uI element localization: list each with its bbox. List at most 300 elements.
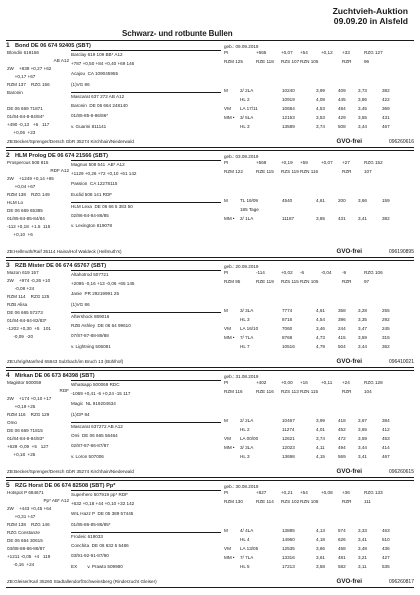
bv-value: +0,07 (281, 50, 293, 55)
lact-count: LA 17/11 (240, 106, 258, 111)
sire-line: +632 +0,18 +44 +0,10 +32 142 (71, 500, 135, 506)
dam-line: -0,09 -20 (7, 334, 34, 339)
dam-line: 01/84-84-8-84/83* (7, 436, 45, 441)
bv-value: +0,11 (321, 380, 333, 385)
birth-date: geb.: 09.09.2019 (224, 43, 259, 49)
dam-pedigree (6, 270, 69, 358)
bv-label: RZM 125 (224, 59, 243, 64)
lact-count: 2/ 1LA (240, 216, 254, 221)
sire-line: Euclid 508 141 RDF (71, 191, 113, 197)
lact-value: 245 (382, 326, 390, 331)
bv-value: -6 (300, 270, 305, 275)
lact-value: 4,79 (316, 344, 325, 349)
lact-value: 436 (382, 546, 390, 551)
bv-value: +402 (256, 380, 267, 385)
sire-line: 02/86-84-84-86/85 (71, 212, 109, 218)
dam-line: RZM 114 RZG 125 (7, 294, 50, 299)
dam-line: RZM 138 RZG 149 (7, 192, 50, 197)
lact-value: 431 (338, 216, 346, 221)
lact-value: 453 (382, 436, 390, 441)
dam-line: Magistor 500059 (7, 380, 42, 385)
lact-count: HL 2 (240, 427, 250, 432)
gvo-free-label: GVO-frei (336, 247, 362, 255)
dam-line: DE 06 669 65385 (7, 208, 43, 213)
lact-count: 3/ 3LA (240, 308, 254, 313)
lact-value: 8768 (282, 335, 293, 340)
lact-value: 3,85 (316, 216, 325, 221)
bv-value: RZS 107 (281, 59, 300, 64)
lact-value: 3,33 (358, 528, 367, 533)
bv-value: +0,08 (321, 490, 333, 495)
bv-value: RZE 114 (256, 499, 274, 504)
owner-line (6, 248, 414, 258)
lact-value: 3,44 (358, 344, 367, 349)
performance-block (224, 490, 414, 578)
lact-count: HL 3 (240, 454, 250, 459)
bv-value: RZG 106 (364, 270, 383, 275)
breeder-name: ZB:Uhrig/Manfred 65843 Sulzbach/im Bruch 13 (Bühlhof) (7, 359, 124, 364)
lact-count: HL 3 (240, 317, 250, 322)
lact-value: 369 (382, 106, 390, 111)
lact-value: 159 (382, 198, 390, 203)
lact-value: 504 (338, 344, 346, 349)
lact-value: 535 (382, 564, 390, 569)
sire-line: EX v. Prawto 509980 (71, 563, 123, 569)
lact-value: 3,66 (358, 198, 367, 203)
registration-number: 096260616 (388, 138, 414, 145)
dam-line: 03/88-88-86-88/87 (7, 546, 45, 551)
bv-label: RZM 122 (224, 169, 243, 174)
bv-value: RZR (342, 389, 352, 394)
lact-value: 3,41 (358, 216, 367, 221)
sire-pedigree (71, 380, 221, 468)
lact-value: 4,73 (316, 335, 325, 340)
lact-value: 7774 (282, 308, 293, 313)
sire-line: RZB Ashley DE 06 64 99610 (71, 322, 131, 328)
dam-line: DE 06 669 71815 (7, 428, 43, 433)
bv-value: RZR (342, 499, 352, 504)
sire-line: +2095 -0,16 +13 -0,06 +65 145 (71, 280, 135, 286)
dam-line: Blondin 619156 (7, 50, 39, 55)
lact-value: 4540 (282, 198, 293, 203)
bull-name: RZG Horst DE 06 674 82508 (SBT) Pp* (15, 482, 116, 489)
lact-value: 11274 (282, 427, 295, 432)
birth-date: geb.: 20.09.2019 (224, 263, 259, 269)
breeder-name: ZB:Becker/Sprenger/Dersch GbR 35274 Kirchhain/Niederwald (7, 469, 134, 474)
lact-label: M (224, 308, 228, 313)
performance-block (224, 50, 414, 138)
performance-block (224, 160, 414, 248)
lact-value: 574 (338, 528, 346, 533)
bv-value: 97 (364, 279, 370, 284)
owner-line (6, 358, 414, 368)
lact-value: 362 (382, 344, 390, 349)
catalog-header (0, 4, 420, 38)
sire-line: v. Lightning 506081 (71, 343, 111, 349)
lact-label: MM • (224, 445, 235, 450)
lact-value: 10684 (282, 106, 295, 111)
dam-pedigree (6, 160, 69, 248)
lact-value: 10516 (282, 344, 295, 349)
gvo-free-label: GVO-frei (336, 577, 362, 585)
lact-value: 3,74 (316, 124, 325, 129)
bv-value: -114 (256, 270, 265, 275)
bv-value: +54 (300, 50, 308, 55)
bv-value: RZN 108 (300, 499, 319, 504)
bv-value: +16 (300, 380, 308, 385)
lact-label: VM (224, 326, 231, 331)
birth-date: geb.: 03.09.2019 (224, 153, 259, 159)
bv-label: RZM 95 (224, 279, 241, 284)
bv-value: RZN 115 (300, 389, 319, 394)
bull-name: Mirkan DE 06 673 84398 (SBT) (15, 372, 95, 379)
lact-value: 10240 (282, 88, 295, 93)
sire-line: 03/91-92-91-87/90 (71, 553, 109, 558)
bv-value: +59 (300, 160, 308, 165)
gvo-free-label: GVO-frei (336, 357, 362, 365)
dam-line: Baronin (7, 90, 23, 95)
lot-title-bar (6, 150, 414, 159)
bv-value: 111 (364, 499, 371, 504)
lact-value: 3,11 (358, 564, 367, 569)
lact-value: 422 (382, 97, 390, 102)
lact-label: VM (224, 106, 231, 111)
lact-count: 185 Tage (240, 207, 259, 212)
breeder-name: ZB:Becker/Sprenger/Dersch GbR 35274 Kirchhain/Niederwald (7, 139, 134, 144)
lact-count: 4/ 4LA (240, 528, 254, 533)
bv-value: +665 (256, 50, 267, 55)
lact-value: 626 (338, 537, 346, 542)
lact-count: 7/ 7LA (240, 335, 254, 340)
bv-value: RZE 119 (256, 279, 274, 284)
dam-line: 2W +174 +0,10 +17 (7, 396, 52, 401)
dam-line: RZB Alisa (7, 302, 28, 307)
lact-value: 3,28 (358, 308, 367, 313)
bv-value: RZR (342, 59, 352, 64)
lact-count: LA 16/10 (240, 326, 259, 331)
sire-pedigree (71, 160, 221, 248)
lot-entry (6, 370, 414, 480)
sire-line: Janie PR 29219991 25 (71, 291, 120, 296)
registration-number: 096260615 (388, 468, 414, 475)
dam-line: Omo (7, 420, 17, 425)
bv-label: RZM 130 (224, 499, 243, 504)
lact-value: 431 (382, 115, 390, 120)
bv-label: PI (224, 50, 229, 55)
bv-label: PI (224, 270, 229, 275)
lact-value: 3,47 (358, 326, 367, 331)
sire-pedigree (71, 50, 221, 138)
dam-line: RZG Constanze (7, 530, 40, 535)
bv-value: +33 (342, 50, 350, 55)
bv-value: RZE 118 (256, 59, 274, 64)
owner-divider (6, 587, 414, 588)
bv-value: +24 (342, 380, 350, 385)
dam-line: Hotspot P 684671 (7, 490, 44, 495)
bv-label: PI (224, 490, 229, 495)
lact-value: 3,44 (358, 124, 367, 129)
lact-count: HL 2 (240, 97, 250, 102)
lact-value: 452 (338, 427, 346, 432)
sire-line: Mascarat 637272 AB A12 (71, 422, 221, 430)
bv-value: -0,04 (321, 270, 332, 275)
lact-value: 14960 (282, 537, 295, 542)
lact-value: 508 (338, 124, 346, 129)
lact-value: 429 (338, 115, 346, 120)
bv-value: RZN 105 (300, 59, 319, 64)
bv-value: RZR (342, 169, 352, 174)
lact-value: 3,45 (358, 106, 367, 111)
dam-pedigree (6, 50, 69, 138)
lact-value: 3,99 (316, 418, 325, 423)
owner-divider (6, 477, 414, 478)
breeder-name: ZB:Hellmuth/Raif 35114 Haina/Hof Waldeck (Hellmuth's) (7, 249, 122, 254)
dam-line: -1202 +0,30 +5 101 (7, 326, 51, 331)
lact-value: 3,66 (316, 546, 325, 551)
sire-line: Passion CA 12278115 (71, 181, 118, 186)
lact-value: 412 (382, 427, 390, 432)
lact-label: MM • (224, 335, 235, 340)
registration-number: 096260817 (388, 578, 414, 585)
bv-value: RZG 128 (364, 380, 383, 385)
lact-value: 3,73 (358, 88, 367, 93)
gvo-free-label: GVO-frei (336, 467, 362, 475)
dam-class: RDF (59, 388, 69, 393)
dam-line: +490 -0,13 +6 117 (7, 122, 50, 127)
sire-line: +787 +0,50 +84 +0,40 +69 146 (71, 60, 135, 66)
bv-value: RZS 102 (281, 499, 300, 504)
dam-pedigree (6, 490, 69, 578)
bv-value: RZG 152 (364, 160, 383, 165)
lact-value: 3,59 (358, 335, 367, 340)
bull-name: HLM Prolog DE 06 674 21566 (SBT) (15, 152, 108, 159)
lact-value: 4,54 (316, 317, 325, 322)
dam-line: DE 06 669 71871 (7, 106, 43, 111)
lact-count: 2/ 2LA (240, 88, 254, 93)
lact-value: 200 (338, 198, 346, 203)
lact-value: 3,65 (358, 427, 367, 432)
sire-pedigree (71, 270, 221, 358)
dam-line: 01/84-84-84-82/83* (7, 318, 47, 323)
birth-date: geb.: 30.08.2019 (224, 483, 259, 489)
dam-line: RZM 116 RZG 129 (7, 412, 50, 417)
bv-value: +0,19 (281, 160, 293, 165)
dam-line: -0,16 +24 (7, 562, 35, 567)
lact-label: VM (224, 436, 231, 441)
lact-value: 13698 (282, 454, 295, 459)
sire-line: v. Lexington 619078 (71, 223, 113, 228)
dam-line: DE 06 664 30615 (7, 538, 43, 543)
lact-count: HL 4 (240, 537, 250, 542)
lact-value: 467 (382, 124, 390, 129)
lact-value: 315 (382, 335, 390, 340)
bv-value: +0,00 (281, 380, 293, 385)
bv-value: +0,02 (281, 270, 293, 275)
breeder-name: ZB:Gleiser/Karl 35260 Stadtallendorf/Schweinsberg (Rinderzucht Gleiser) (7, 579, 157, 584)
dam-line: -0,08 +24 (7, 286, 35, 291)
lot-title-bar (6, 260, 414, 269)
bv-value: +0,07 (321, 160, 333, 165)
lact-count: 2/ 2LA (240, 418, 254, 423)
sire-line: Omi DE 06 665 56464 (71, 432, 118, 438)
lact-value: 445 (338, 97, 346, 102)
sire-line: Magic NL 919204634 (71, 401, 116, 406)
lact-value: 12153 (282, 115, 295, 120)
dam-line: 2W +839 +0,27 +62 (7, 66, 52, 71)
sire-line: WIL Hazz P DE 05 389 57445 (71, 511, 134, 516)
lact-value: 382 (382, 216, 390, 221)
bv-label: RZM 116 (224, 389, 243, 394)
lact-count: 3/ 5LA (240, 115, 254, 120)
auction-date-place: 09.09.20 in Alsfeld (333, 16, 408, 26)
registration-number: 096410021 (388, 358, 414, 365)
lact-count: 3/ 3LA (240, 445, 254, 450)
lact-value: 12621 (282, 436, 295, 441)
sire-line: Baronin DE 06 664 248140 (71, 102, 128, 108)
lot-entry (6, 150, 414, 260)
lact-value: 3,67 (358, 418, 367, 423)
lact-value: 3,21 (358, 555, 367, 560)
dam-line: 01/85-84-85-84/84 (7, 216, 45, 221)
lot-entry (6, 260, 414, 370)
lact-value: 4,18 (316, 537, 325, 542)
lact-value: 418 (338, 418, 346, 423)
owner-divider (6, 257, 414, 258)
lact-value: 3,59 (358, 436, 367, 441)
sire-line: 07/87-87-88-89/88 (71, 333, 109, 338)
owner-line (6, 138, 414, 148)
lot-title-bar (6, 40, 414, 49)
lact-value: 244 (338, 326, 346, 331)
bv-value: +0,21 (281, 490, 293, 495)
lact-value: 13589 (282, 124, 295, 129)
bv-value: +0,12 (321, 50, 333, 55)
lact-value: 3,41 (358, 537, 367, 542)
lact-count: 7/ 7LA (240, 555, 254, 560)
lact-count: LA 13/05 (240, 546, 259, 551)
owner-line (6, 578, 414, 588)
lact-value: 4,53 (316, 106, 325, 111)
bull-name: RZB Mister DE 06 674 65767 (SBT) (15, 262, 107, 269)
dam-line: DE 06 665 57273 (7, 310, 43, 315)
dam-line: +0,19 +25 (7, 404, 36, 409)
dam-line: +629 -0,09 +5 127 (7, 444, 49, 449)
lact-value: 414 (382, 445, 390, 450)
sire-line: 01/85-85-8-86/86* (71, 113, 109, 118)
bv-label: PI (224, 380, 229, 385)
lot-number: 3 (6, 261, 10, 269)
performance-block (224, 270, 414, 358)
lot-number: 2 (6, 151, 10, 159)
lact-label: VM (224, 546, 231, 551)
bv-value: RZS 115 (281, 279, 299, 284)
lact-value: 7060 (282, 326, 293, 331)
bv-value: RZE 115 (256, 169, 274, 174)
lact-count: HL 7 (240, 344, 250, 349)
lact-value: 3,53 (316, 115, 325, 120)
lact-value: 3,61 (316, 555, 325, 560)
lact-value: 4,15 (316, 454, 325, 459)
lact-value: 12023 (282, 445, 295, 450)
bv-value: +569 (256, 160, 267, 165)
lact-value: 10467 (282, 418, 295, 423)
lot-number: 4 (6, 371, 10, 379)
lact-value: 255 (382, 308, 390, 313)
bv-value: 96 (364, 59, 370, 64)
lact-value: 3,41 (358, 454, 367, 459)
bv-value: 104 (364, 389, 372, 394)
sire-pedigree (71, 490, 221, 578)
lact-value: 12535 (282, 546, 295, 551)
dam-line: RZM 138 RZG 146 (7, 522, 50, 527)
lact-value: 384 (382, 418, 390, 423)
bv-value: +54 (300, 490, 308, 495)
lact-value: 3,74 (316, 436, 325, 441)
lact-value: 10919 (282, 97, 295, 102)
owner-divider (6, 147, 414, 148)
lact-value: 3,58 (316, 564, 325, 569)
lact-value: 13885 (282, 528, 295, 533)
lact-label: M (224, 528, 228, 533)
lact-value: 4,61 (316, 198, 325, 203)
lact-value: 3,48 (358, 546, 367, 551)
lact-label: M (224, 418, 228, 423)
dam-line: +0,18 +25 (7, 452, 36, 457)
lact-value: 481 (338, 555, 346, 560)
lot-entry (6, 40, 414, 150)
lact-value: 396 (338, 317, 346, 322)
lact-count: HL 3 (240, 124, 250, 129)
sire-line: +1129 +0,26 +72 +0,10 +61 142 (71, 170, 137, 176)
lact-value: 582 (338, 564, 346, 569)
lact-value: 494 (338, 445, 346, 450)
sire-line: Acajou CA 109045955 (71, 71, 118, 76)
lot-title-bar (6, 480, 414, 489)
lact-value: 472 (338, 436, 346, 441)
dam-line: +1211 -0,05 +4 119 (7, 554, 51, 559)
lact-label: MM • (224, 555, 235, 560)
dam-line: Prosperous 508 815 (7, 160, 49, 165)
owner-line (6, 468, 414, 478)
sire-line: Aftershock 889016 (71, 312, 221, 320)
dam-class: Pp* AB* A12 (43, 498, 69, 503)
sire-line: Frodeic 619033 (71, 532, 221, 540)
lact-value: 467 (382, 454, 390, 459)
sire-line: Conchita DE 06 632 5 5486 (71, 542, 129, 548)
lot-number: 1 (6, 41, 10, 49)
sire-line: (1)GP 84 (71, 411, 90, 417)
lact-value: 569 (338, 454, 346, 459)
bv-value: -9 (342, 270, 347, 275)
lact-label: M (224, 88, 228, 93)
gvo-free-label: GVO-frei (336, 137, 362, 145)
lact-value: 3,46 (316, 326, 325, 331)
lact-value: 4,08 (316, 97, 325, 102)
bv-label: PI (224, 160, 229, 165)
bv-value: RZR (342, 279, 352, 284)
bv-value: +27 (342, 160, 350, 165)
dam-class: RDF A12 (50, 168, 69, 173)
dam-line: +0,31 +47 (7, 514, 36, 519)
dam-line: 2W +1249 +0,14 +65 (7, 176, 54, 181)
lact-value: 292 (382, 317, 390, 322)
sire-line: HLM Lexa DE 06 66 5 383 50 (71, 202, 221, 210)
dam-line: +0,17 +67 (7, 74, 36, 79)
lact-value: 4,13 (316, 528, 325, 533)
lot-entry (6, 480, 414, 590)
lact-value: 382 (382, 88, 390, 93)
lact-count: HL 5 (240, 564, 250, 569)
